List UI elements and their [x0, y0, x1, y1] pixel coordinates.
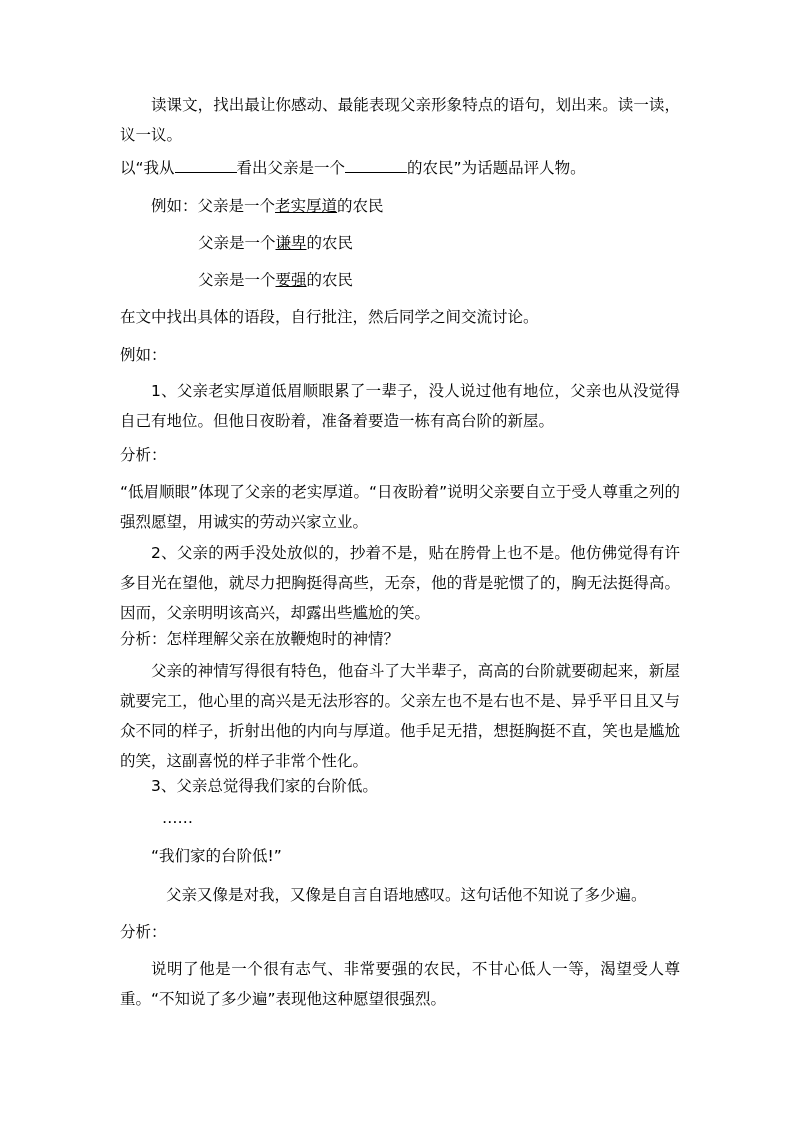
answer-2: 父亲的神情写得很有特色，他奋斗了大半辈子，高高的台阶就要砌起来，新屋就要完工，他心里的高兴是无法形容的。父亲左也不是右也不是、异乎平日且又与众不同的样子，折射出他的内向与厚道。他手足无措，想挺胸挺不直，笑也是尴尬的笑，这副喜悦的样子非常个性化。: [120, 662, 680, 770]
example-line-1: [151, 191, 711, 221]
quote-follow: 父亲又像是对我，又像是自言自语地感叹。这句话他不知说了多少遍。: [166, 886, 647, 904]
example-trait-1: 老实厚道: [275, 197, 338, 215]
blank-1: [175, 156, 237, 173]
topic-part-3: 的农民”为话题品评人物。: [407, 159, 586, 177]
item-1: 1、父亲老实厚道低眉顺眼累了一辈子，没人说过他有地位，父亲也从没觉得自己有地位。但他日夜盼着，准备着要造一栋有高台阶的新屋。: [120, 382, 680, 430]
example-line-2: [198, 228, 758, 258]
example-suffix: 的农民: [337, 197, 384, 215]
example-suffix: 的农民: [306, 271, 354, 289]
intro-paragraph: 读课文，找出最让你感动、最能表现父亲形象特点的语句，划出来。读一读，议一议。: [120, 96, 680, 144]
analysis-1: “低眉顺眼”体现了父亲的老实厚道。“日夜盼着”说明父亲要自立于受人尊重之列的强烈愿望，用诚实的劳动兴家立业。: [120, 483, 680, 531]
topic-part-2: 看出父亲是一个: [236, 159, 346, 177]
item-3: 3、父亲总觉得我们家的台阶低。: [151, 777, 378, 795]
example-trait-2: 谦卑: [275, 234, 307, 252]
blank-2: [345, 156, 407, 173]
topic-line: [120, 153, 680, 183]
topic-part-1: 以“我从: [120, 159, 175, 177]
example-label-2: 例如：: [120, 346, 167, 364]
analysis-label-1: 分析：: [120, 446, 167, 464]
example-trait-3: 要强: [275, 271, 307, 289]
analysis-2: 分析：怎样理解父亲在放鞭炮时的神情？: [120, 630, 400, 648]
find-instruction: 在文中找出具体的语段，自行批注，然后同学之间交流讨论。: [120, 308, 539, 326]
example-label: 例如：: [151, 197, 198, 215]
example-prefix: 父亲是一个: [198, 271, 276, 289]
example-prefix: 父亲是一个: [198, 234, 276, 252]
example-prefix: 父亲是一个: [197, 197, 276, 215]
ellipsis: ……: [162, 809, 193, 827]
analysis-3: 说明了他是一个很有志气、非常要强的农民，不甘心低人一等，渴望受人尊重。“不知说了多少遍”表现他这种愿望很强烈。: [120, 960, 680, 1008]
item-2: 2、父亲的两手没处放似的，抄着不是，贴在胯骨上也不是。他仿佛觉得有许多目光在望他，就尽力把胸挺得高些，无奈，他的背是驼惯了的，胸无法挺得高。因而，父亲明明该高兴，却露出些尴尬的笑。: [120, 544, 680, 622]
example-line-3: [198, 265, 758, 295]
analysis-label-3: 分析：: [120, 923, 167, 941]
quote: “我们家的台阶低!”: [151, 847, 282, 865]
example-suffix: 的农民: [306, 234, 354, 252]
